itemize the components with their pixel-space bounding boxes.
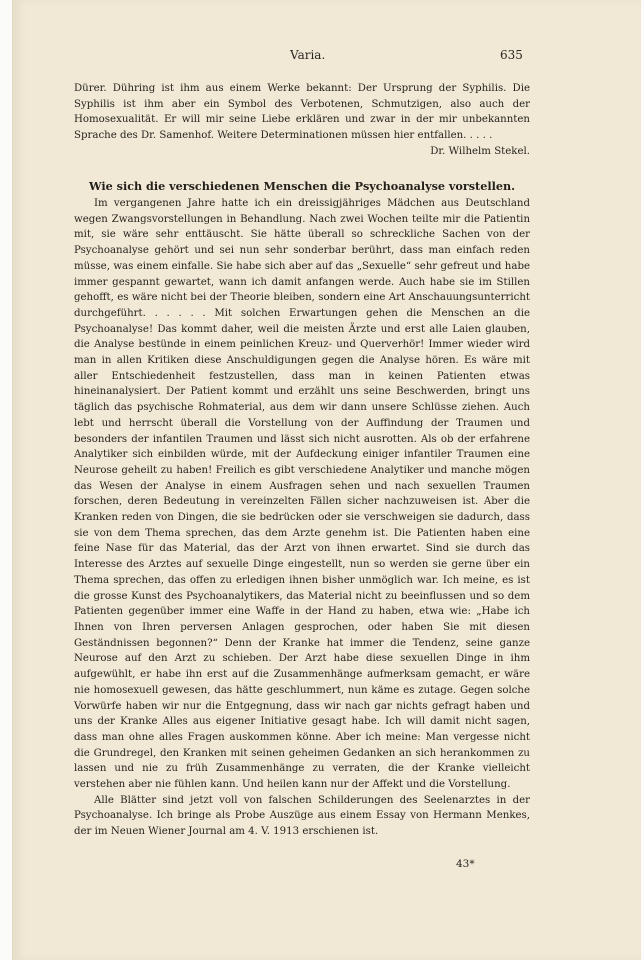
running-title: Varia. [290,48,326,62]
article-title: Wie sich die verschiedenen Menschen die Psychoanalyse vorstellen. [89,179,515,193]
page-number: 635 [500,48,523,62]
previous-article-ending [74,81,530,160]
article-paragraph-1: Im vergangenen Jahre hatte ich ein dreissigjähriges Mädchen aus Deutschland wegen Zwangsvorstellungen in Behandlung. Nach zwei Wochen teilte mir die Patientin mit, sie wäre sehr enttäuscht. Sie hätte überall so schreckliche Sachen von der Psychoanalyse gehört und sei nun sehr sonderbar berührt, dass man einfach reden müsse, was einem einfalle. Sie habe sich aber auf das „Sexuelle“ sehr gefreut und habe immer gespannt gewartet, wann ich damit anfangen werde. Auch habe sie im Stillen gehofft, es wäre nicht bei der Theorie bleiben, sondern eine Art Anschauungsunterricht durchgeführt. . . . . . Mit solchen Erwartungen gehen die Menschen an die Psychoanalyse! Das kommt daher, weil die meisten Ärzte und erst alle Laien glauben, die Analyse bestünde in einem peinlichen Kreuz- und Querverhör! Immer wieder wird man in allen Kritiken diese Anschuldigungen gegen die Analyse hören. Es wäre mit aller Entschiedenheit festzustellen, dass man in keinen Patienten etwas hineinanalysiert. Der Patient kommt und erzählt uns seine Beschwerden, bringt uns täglich das psychische Rohmaterial, aus dem wir dann unsere Schlüsse ziehen. Auch lebt und herrscht überall die Vorstellung von der Auffindung der Traumen und besonders der infantilen Traumen und lässt sich nicht ausrotten. Als ob der erfahrene Analytiker sich einbilden würde, mit der Aufdeckung einiger infantiler Traumen eine Neurose geheilt zu haben! Freilich es gibt verschiedene Analytiker und manche mögen das Wesen der Analyse in einem Ausfragen sehen und nach sexuellen Traumen forschen, deren Bedeutung in vereinzelten Fällen sicher nachzuweisen ist. Aber die Kranken reden von Dingen, die sie bedrücken oder sie verschweigen sie dadurch, dass sie von dem Thema sprechen, das dem Arzte genehm ist. Die Patienten haben eine feine Nase für das Material, das der Arzt von ihnen erwartet. Sind sie durch das Interesse des Arztes auf sexuelle Dinge eingestellt, nun so werden sie gerne über ein Thema sprechen, das offen zu erledigen ihnen bisher unmöglich war. Ich meine, es ist die grosse Kunst des Psychoanalytikers, das Material nicht zu beeinflussen und so dem Patienten gegenüber immer eine Waffe in der Hand zu haben, etwa wie: „Habe ich Ihnen von Ihren perversen Anlagen gesprochen, oder haben Sie mit diesen Geständnissen begonnen?“ Denn der Kranke hat immer die Tendenz, seine ganze Neurose auf den Arzt zu schieben. Der Arzt habe diese sexuellen Dinge in ihm aufgewühlt, er habe ihn erst auf die Zusammenhänge aufmerksam gemacht, er wäre nie homosexuell gewesen, das hätte geschlummert, nun käme es zutage. Gegen solche Vorwürfe haben wir nur die Entgegnung, dass wir nach gar nichts gefragt haben und uns der Kranke Alles aus eigener Initiative gesagt habe. Ich will damit nicht sagen, dass man ohne alles Fragen auskommen könne. Aber ich meine: Man vergesse nicht die Grundregel, den Kranken mit seinen geheimen Gedanken an sich herankommen zu lassen und nie zu früh Zusammenhänge zu verraten, die der Kranke vielleicht verstehen aber nie fühlen kann. Und heilen kann nur der Affekt und die Vorstellung. [74,198,530,791]
article-body [74,196,530,840]
closing-paragraph: Dürer. Dühring ist ihm aus einem Werke bekannt: Der Ursprung der Syphilis. Die Syphilis ist ihm aber ein Symbol des Verbotenen, Schmutzigen, also auch der Homosexualität. Er will mir seine Liebe erklären und zwar in der mir unbekannten Sprache des Dr. Samenhof. Weitere Determinationen müssen hier entfallen. . . . . [74,83,530,142]
running-header [0,48,644,68]
signature-mark: 43* [456,858,475,870]
author-signature: Dr. Wilhelm Stekel. [430,145,530,157]
article-paragraph-2: Alle Blätter sind jetzt voll von falschen Schilderungen des Seelenarztes in der Psychoanalyse. Ich bringe als Probe Auszüge aus einem Essay von Hermann Menkes, der im Neuen Wiener Journal am 4. V. 1913 erschienen ist. [74,794,530,838]
